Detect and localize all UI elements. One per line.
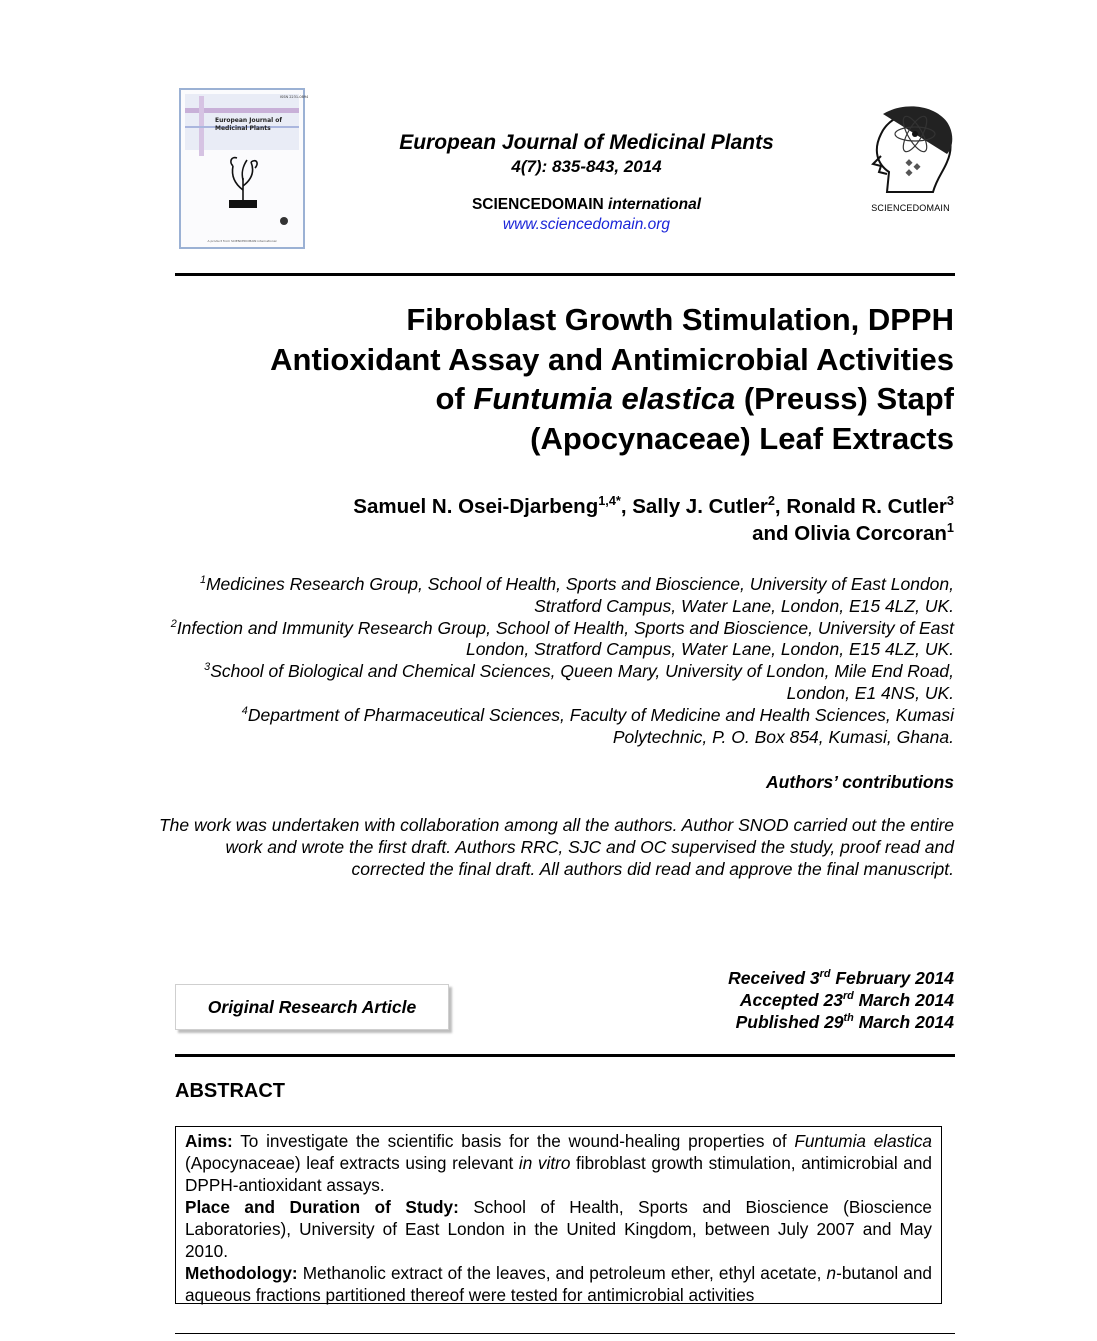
- affiliation-text: School of Biological and Chemical Sciences, Queen Mary, University of London, Mile End Road, London, E1 4NS, UK.: [210, 661, 954, 703]
- sciencedomain-logo: [863, 100, 958, 215]
- journal-cover-art: [181, 90, 309, 247]
- date-accepted-label: Accepted 23: [739, 990, 843, 1010]
- authors-line-1: [200, 493, 954, 520]
- date-published: [560, 1011, 954, 1033]
- date-accepted-suffix: rd: [842, 990, 854, 1003]
- contributions-text: The work was undertaken with collaboration among all the authors. Author SNOD carried out the entire work and wrote the first draft. Authors RRC, SJC and OC supervised the study, proof read and corrected the final draft. All authors did read and approve the final manuscript.: [158, 815, 954, 879]
- title-line-2: Antioxidant Assay and Antimicrobial Activities: [270, 341, 954, 377]
- affiliation-number: 3: [204, 661, 211, 674]
- author-list: [200, 493, 954, 547]
- publisher-name: SCIENCEDOMAIN: [471, 196, 604, 213]
- affiliation-text: Department of Pharmaceutical Sciences, Faculty of Medicine and Health Sciences, Kumasi Polytechnic, P. O. Box 854, Kumasi, Ghana.: [247, 704, 954, 747]
- affiliation: [150, 705, 954, 749]
- authors-line-2: [200, 520, 954, 547]
- logo-label: SCIENCEDOMAIN: [871, 203, 950, 213]
- place-text: School of Health, Sports and Bioscience (Bioscience Laboratories), University of East London in the United Kingdom, between July 2007 and May 2010.: [185, 1197, 932, 1261]
- author-name: and Olivia Corcoran: [752, 522, 947, 545]
- affiliation-number: 4: [241, 704, 248, 717]
- abstract-methodology: [185, 1262, 932, 1306]
- publication-dates: [560, 967, 954, 1033]
- abstract-place: [185, 1196, 932, 1262]
- abstract-aims: [185, 1130, 932, 1196]
- date-received-month: February 2014: [830, 968, 954, 988]
- cover-title-2: Medicinal Plants: [215, 125, 271, 132]
- journal-volume: 4(7): 835-843, 2014: [511, 157, 662, 176]
- journal-cover-image: [179, 88, 309, 249]
- aims-in-vitro: in vitro: [518, 1153, 571, 1173]
- title-line-4: (Apocynaceae) Leaf Extracts: [530, 420, 954, 456]
- affiliations: [150, 574, 954, 748]
- affiliation: [150, 618, 954, 662]
- abstract-heading: ABSTRACT: [175, 1080, 285, 1102]
- cover-issn: ISSN 2231-0894: [280, 95, 309, 99]
- title-line-3: [160, 379, 954, 419]
- date-received: [560, 967, 954, 989]
- author-affil: 1,4*: [598, 493, 621, 509]
- affiliation-text: Infection and Immunity Research Group, School of Health, Sports and Bioscience, University of East London, Stratford Campus, Water Lane, London, E15 4LZ, UK.: [176, 617, 954, 660]
- journal-header: [330, 130, 843, 235]
- title-line-1: Fibroblast Growth Stimulation, DPPH: [406, 302, 954, 337]
- date-published-suffix: th: [843, 1012, 854, 1025]
- author-name: Samuel N. Osei-Djarbeng: [353, 495, 599, 518]
- cover-title-1: European Journal of: [215, 117, 283, 124]
- methodology-text-2: -butanol and aqueous fractions partitioned thereof were tested for antimicrobial activities: [185, 1263, 932, 1305]
- methodology-label: Methodology:: [185, 1263, 298, 1283]
- section-rule: [175, 1054, 955, 1057]
- article-title: [160, 300, 954, 458]
- date-accepted: [560, 989, 954, 1011]
- title-species: Funtumia elastica: [473, 381, 736, 416]
- methodology-n: n: [826, 1263, 837, 1283]
- cover-footer: A product from SCIENCEDOMAIN international: [207, 239, 277, 243]
- aims-text-3: fibroblast growth stimulation, antimicrobial and DPPH-antioxidant assays.: [185, 1153, 932, 1195]
- affiliation-text: Medicines Research Group, School of Health, Sports and Bioscience, University of East London, Stratford Campus, Water Lane, London, E15 4LZ, UK.: [205, 574, 954, 616]
- affiliation-number: 2: [170, 617, 177, 630]
- header-rule: [175, 273, 955, 276]
- publisher: [330, 195, 843, 215]
- author-name: Ronald R. Cutler: [786, 495, 947, 518]
- footer-rule: [175, 1333, 955, 1334]
- date-received-label: Received 3: [728, 968, 820, 988]
- date-published-label: Published 29: [735, 1012, 844, 1032]
- contributions-heading: Authors’ contributions: [766, 772, 954, 792]
- aims-label: Aims:: [185, 1131, 233, 1151]
- abstract-box: [175, 1126, 942, 1304]
- methodology-text-1: Methanolic extract of the leaves, and petroleum ether, ethyl acetate,: [297, 1263, 827, 1283]
- title-line-3-post: (Preuss) Stapf: [743, 381, 954, 416]
- affiliation: [150, 661, 954, 705]
- author-name: Sally J. Cutler: [632, 495, 768, 518]
- author-affil: 3: [946, 493, 954, 509]
- publisher-url-link[interactable]: www.sciencedomain.org: [502, 216, 671, 233]
- aims-text-1: To investigate the scientific basis for the wound-healing properties of: [232, 1131, 795, 1151]
- journal-name: European Journal of Medicinal Plants: [399, 131, 774, 154]
- author-sep: ,: [774, 495, 787, 518]
- author-affil: 2: [767, 493, 775, 509]
- date-received-suffix: rd: [819, 968, 831, 981]
- head-atom-icon: [863, 100, 958, 200]
- place-label: Place and Duration of Study:: [185, 1197, 459, 1217]
- affiliation-number: 1: [199, 574, 206, 587]
- title-line-3-pre: of: [435, 381, 465, 416]
- affiliation: [150, 574, 954, 618]
- author-sep: ,: [620, 495, 633, 518]
- author-affil: 1: [946, 520, 954, 536]
- date-published-month: March 2014: [853, 1012, 954, 1032]
- aims-text-2: (Apocynaceae) leaf extracts using relevant: [185, 1153, 519, 1173]
- article-type-badge: Original Research Article: [175, 984, 449, 1030]
- aims-species: Funtumia elastica: [794, 1131, 932, 1151]
- publisher-suffix: international: [608, 196, 702, 213]
- date-accepted-month: March 2014: [853, 990, 954, 1010]
